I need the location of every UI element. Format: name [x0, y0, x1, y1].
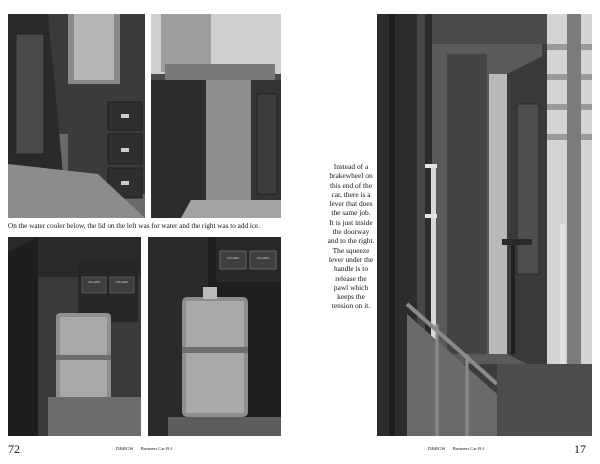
text-line: release the: [335, 273, 367, 283]
text-line: car, there is a: [331, 189, 371, 199]
text-line: keeps the: [337, 292, 365, 302]
photo-water-cooler-left-label-2: CIGARS: [115, 280, 129, 284]
text-line: It is just inside: [329, 217, 373, 227]
right-page-text: [320, 162, 382, 311]
photo-water-cooler-right-label-1: CIGARS: [226, 256, 240, 260]
photo-water-cooler-right-label-2: CIGARS: [256, 256, 270, 260]
photo-cabinet-interior: [8, 14, 145, 218]
text-line: this end of the: [329, 180, 373, 190]
text-line: handle is to: [333, 264, 369, 274]
left-footer-publisher: D&RGW: [116, 446, 134, 451]
left-footer-title: Business Car B-1: [140, 446, 173, 451]
right-page-footer: [428, 446, 491, 451]
left-page-footer: [116, 446, 179, 451]
right-footer-publisher: D&RGW: [428, 446, 446, 451]
photo-water-cooler-left: [8, 237, 141, 436]
left-page: [0, 0, 290, 464]
text-line: the same job.: [331, 208, 371, 218]
text-line: lever that does: [329, 199, 373, 209]
photo-water-cooler-right: [148, 237, 281, 436]
text-line: brakewheel on: [329, 171, 373, 181]
text-line: pawl which: [333, 282, 369, 292]
text-line: and to the right.: [327, 236, 375, 246]
photo-water-tank-wall: [151, 14, 281, 218]
right-footer-title: Business Car B-1: [452, 446, 485, 451]
text-line: tension on it.: [331, 301, 371, 311]
text-line: lever under the: [328, 254, 374, 264]
left-page-number: 72: [8, 442, 20, 456]
photo-brake-lever-doorway: [377, 14, 592, 436]
right-page-number: 17: [574, 442, 586, 456]
left-page-caption: On the water cooler below, the lid on the left was for water and the right was to add ice.: [8, 222, 261, 230]
text-line: The squeeze: [332, 245, 370, 255]
text-line: the doorway: [332, 227, 370, 237]
text-line: Instead of a: [333, 162, 369, 171]
right-page: [300, 0, 600, 464]
photo-water-cooler-left-label-1: CIGARS: [87, 280, 101, 284]
